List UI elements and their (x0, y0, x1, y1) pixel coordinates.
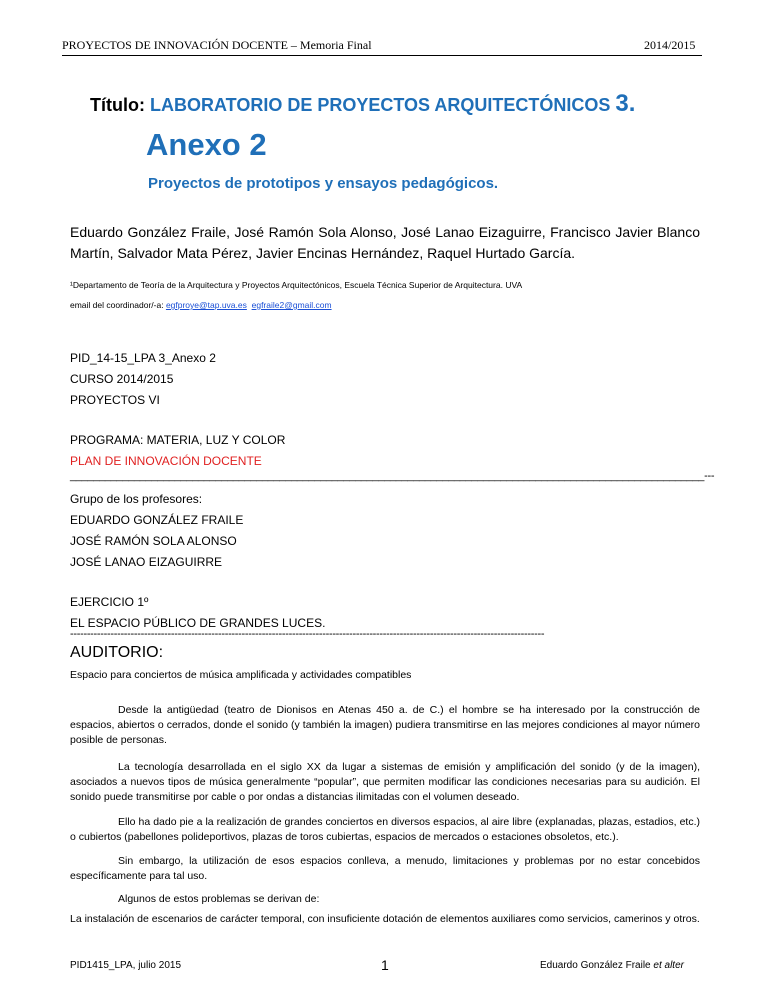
plan: PLAN DE INNOVACIÓN DOCENTE (70, 454, 262, 468)
section-heading: AUDITORIO: (70, 644, 164, 661)
group-label: Grupo de los profesores: (70, 492, 203, 506)
footer-author-suffix: et alter (653, 960, 684, 971)
email-line (70, 300, 332, 310)
title-number: 3. (615, 90, 636, 117)
paragraph-6: La instalación de escenarios de carácter temporal, con insuficiente dotación de elementos auxiliares como servicios, camerinos y otros. (70, 913, 700, 925)
title-line (90, 90, 635, 118)
section-subheading: Espacio para conciertos de música amplificada y actividades compatibles (70, 669, 412, 681)
subject: PROYECTOS VI (70, 393, 160, 407)
separator-1: _____________________________________________________________________________________________________________--- (70, 470, 715, 482)
paragraph-1: Desde la antigüedad (teatro de Dionisos en Atenas 450 a. de C.) el hombre se ha interesado por la construcción de espacios, abiertos o cerrados, donde el sonido (y también la imagen) pudiera transmitirse en las mejores condiciones al mayor número posible de personas. (70, 704, 700, 746)
page-number: 1 (381, 957, 389, 973)
title-text: LABORATORIO DE PROYECTOS ARQUITECTÓNICOS (150, 95, 611, 115)
paragraph-3: Ello ha dado pie a la realización de grandes conciertos en diversos espacios, al aire libre (explanadas, plazas, estadios, etc.) o cubiertos (pabellones polideportivos, plazas de toros cubiertas, espacios de mercados o estaciones obsoletos, etc.). (70, 816, 700, 843)
paragraph-4: Sin embargo, la utilización de esos espacios conlleva, a menudo, limitaciones y problemas por no estar concebidos específicamente para tal uso. (70, 855, 700, 882)
paragraph-2: La tecnología desarrollada en el siglo XX da lugar a sistemas de emisión y amplificación del sonido (y de la imagen), asociados a nuevos tipos de música generalmente “popular”, que permiten modificar las condiciones necesarias para su audición. El sonido puede transmitirse por cable o por ondas a distancias ilimitadas con el volumen deseado. (70, 761, 700, 803)
affiliation: ¹Departamento de Teoría de la Arquitectura y Proyectos Arquitectónicos, Escuela Técnica Superior de Arquitectura. UVA (70, 280, 523, 290)
program: PROGRAMA: MATERIA, LUZ Y COLOR (70, 433, 286, 447)
header-left: PROYECTOS DE INNOVACIÓN DOCENTE – Memoria Final (62, 38, 372, 52)
header-right: 2014/2015 (644, 38, 696, 52)
exercise: EJERCICIO 1º (70, 595, 149, 609)
paragraph-5: Algunos de estos problemas se derivan de: (118, 893, 320, 905)
email-label: email del coordinador/-a: (70, 300, 164, 310)
separator-2: --------------------------------------------------------------------------------------------------------------------------------------------- (70, 628, 545, 640)
email-link-1[interactable]: egfproye@tap.uva.es (165, 300, 247, 310)
exercise-title: EL ESPACIO PÚBLICO DE GRANDES LUCES. (70, 616, 326, 630)
authors: Eduardo González Fraile, José Ramón Sola Alonso, José Lanao Eizaguirre, Francisco Javier Blanco Martín, Salvador Mata Pérez, Javier Encinas Hernández, Raquel Hurtado García. (70, 224, 700, 261)
footer-author-name: Eduardo González Fraile (540, 960, 651, 971)
footer-author (540, 960, 684, 971)
title-label: Título: (90, 95, 145, 115)
subtitle: Proyectos de prototipos y ensayos pedagógicos. (148, 175, 499, 192)
professor-3: JOSÉ LANAO EIZAGUIRRE (70, 555, 223, 569)
header-rule (62, 55, 702, 56)
professor-1: EDUARDO GONZÁLEZ FRAILE (70, 513, 244, 527)
footer-left: PID1415_LPA, julio 2015 (70, 960, 182, 971)
annex-title: Anexo 2 (146, 127, 267, 162)
professor-2: JOSÉ RAMÓN SOLA ALONSO (70, 534, 237, 548)
course: CURSO 2014/2015 (70, 372, 174, 386)
email-link-2[interactable]: egfraile2@gmail.com (251, 300, 332, 310)
project-code: PID_14-15_LPA 3_Anexo 2 (70, 351, 216, 365)
